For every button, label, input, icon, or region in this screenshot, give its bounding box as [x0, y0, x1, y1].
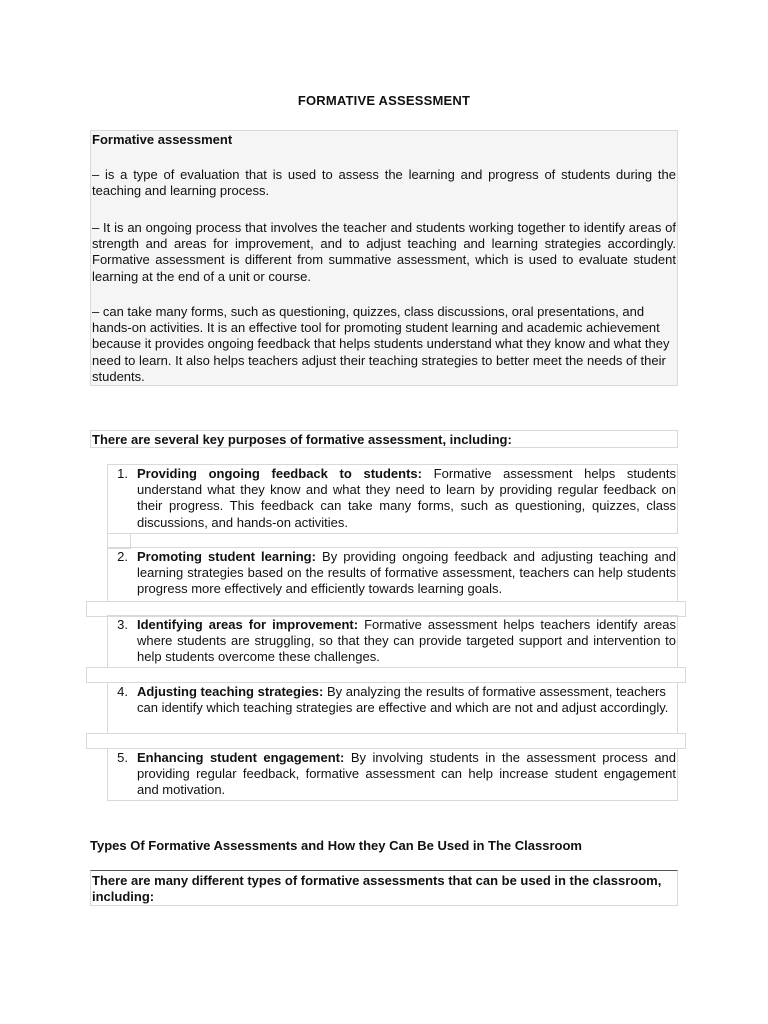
purpose-title: Promoting student learning:	[137, 549, 316, 564]
intro-paragraph-1: – is a type of evaluation that is used to assess the learning and progress of students during the teaching and learning process.	[92, 167, 676, 199]
types-intro: There are many different types of formative assessments that can be used in the classroom, including:	[90, 870, 678, 906]
purpose-number: 1.	[117, 466, 128, 481]
intro-heading: Formative assessment	[92, 132, 233, 147]
purpose-title: Providing ongoing feedback to students:	[137, 466, 422, 481]
purpose-description: By providing ongoing feedback and adjusting teaching and learning strategies based on the results of formative assessment, teachers can help students progress more effectively and efficiently towards learning goals.	[137, 549, 676, 597]
purpose-item-2	[107, 547, 678, 602]
purpose-number: 4.	[117, 684, 128, 699]
purpose-number: 3.	[117, 617, 128, 632]
document-title: FORMATIVE ASSESSMENT	[297, 93, 471, 108]
purpose-item-1	[107, 464, 678, 534]
purpose-title: Enhancing student engagement:	[137, 750, 345, 765]
purpose-title: Adjusting teaching strategies:	[137, 684, 324, 699]
purpose-description: Formative assessment helps teachers identify areas where students are struggling, so that they can provide targeted support and intervention to help students overcome these challenges.	[137, 617, 676, 665]
purpose-text	[137, 549, 676, 598]
purposes-heading: There are several key purposes of formative assessment, including:	[90, 430, 678, 448]
purpose-description: By analyzing the results of formative assessment, teachers can identify which teaching strategies are effective and which are not and adjust accordingly.	[137, 684, 669, 716]
purpose-text	[137, 750, 676, 799]
intro-section	[90, 130, 678, 386]
purpose-description: Formative assessment helps students understand what they know and what they need to learn by providing regular feedback on their progress. This feedback can take many forms, such as questioning, quizzes, class discussions, and hands-on activities.	[137, 466, 676, 530]
list-spacer	[86, 733, 686, 749]
purpose-item-4	[107, 682, 678, 735]
purpose-text	[137, 466, 676, 531]
purpose-number: 5.	[117, 750, 128, 765]
intro-paragraph-3: – can take many forms, such as questioning, quizzes, class discussions, oral presentations, and hands-on activities. It is an effective tool for promoting student learning and academic achievement because it provides ongoing feedback that helps students understand what they know and what they need to learn. It also helps teachers adjust their teaching strategies to better meet the needs of their students.	[92, 304, 670, 384]
list-spacer	[86, 667, 686, 683]
intro-paragraph-2: – It is an ongoing process that involves the teacher and students working together to identify areas of strength and areas for improvement, and to adjust teaching and learning strategies accordingly. Formative assessment is different from summative assessment, which is used to evaluate student learning at the end of a unit or course.	[92, 220, 676, 284]
purpose-item-3	[107, 615, 678, 668]
purpose-title: Identifying areas for improvement:	[137, 617, 359, 632]
purpose-number: 2.	[117, 549, 128, 564]
purpose-description: By involving students in the assessment process and providing regular feedback, formative assessment can help increase student engagement and motivation.	[137, 750, 677, 798]
purpose-text	[137, 684, 676, 716]
types-heading: Types Of Formative Assessments and How they Can Be Used in The Classroom	[90, 838, 582, 853]
purpose-text	[137, 617, 676, 666]
purpose-item-5	[107, 748, 678, 801]
